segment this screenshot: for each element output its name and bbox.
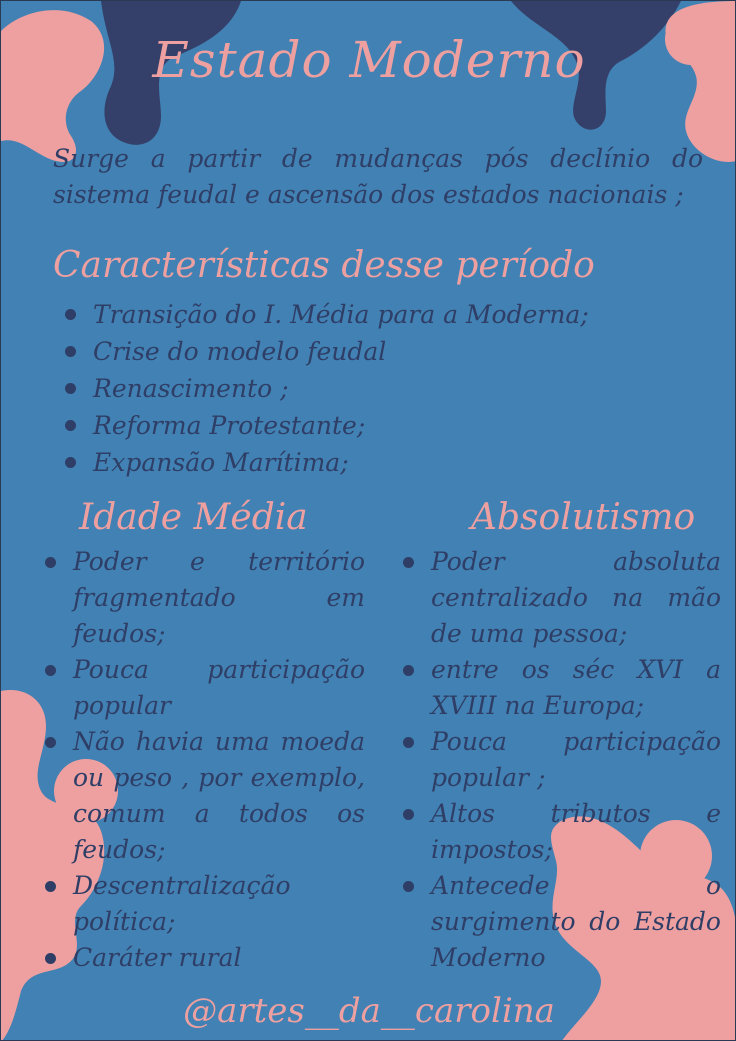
- list-item: Expansão Marítima;: [93, 444, 589, 481]
- idade-media-list: [73, 544, 365, 976]
- bullet-icon: [403, 809, 414, 820]
- list-item: Crise do modelo feudal: [93, 333, 589, 370]
- list-item: entre os séc XVI a XVIII na Europa;: [431, 652, 721, 724]
- list-item: Renascimento ;: [93, 370, 589, 407]
- bullet-icon: [45, 881, 56, 892]
- author-handle: @artes__da__carolina: [183, 991, 555, 1031]
- list-item: Poder absoluta centralizado na mão de uma pessoa;: [431, 544, 721, 652]
- bullet-icon: [45, 557, 56, 568]
- list-item: Não havia uma moeda ou peso , por exemplo, comum a todos os feudos;: [73, 724, 365, 868]
- list-item: Pouca participação popular: [73, 652, 365, 724]
- bullet-icon: [45, 665, 56, 676]
- list-item: Descentralização política;: [73, 868, 365, 940]
- characteristics-heading: Características desse período: [53, 245, 595, 286]
- list-item: Caráter rural: [73, 940, 365, 976]
- bullet-icon: [65, 346, 76, 357]
- bullet-icon: [403, 665, 414, 676]
- absolutismo-heading: Absolutismo: [471, 497, 696, 538]
- list-item: Transição do I. Média para a Moderna;: [93, 296, 589, 333]
- list-item: Poder e território fragmentado em feudos;: [73, 544, 365, 652]
- bullet-icon: [65, 383, 76, 394]
- bullet-icon: [45, 953, 56, 964]
- list-item: Pouca participação popular ;: [431, 724, 721, 796]
- list-item: Reforma Protestante;: [93, 407, 589, 444]
- list-item: Antecede o surgimento do Estado Moderno: [431, 868, 721, 976]
- absolutismo-list: [431, 544, 721, 976]
- bullet-icon: [403, 881, 414, 892]
- bullet-icon: [65, 457, 76, 468]
- bullet-icon: [65, 309, 76, 320]
- bullet-icon: [403, 557, 414, 568]
- characteristics-list: [93, 296, 589, 481]
- bullet-icon: [403, 737, 414, 748]
- bullet-icon: [65, 420, 76, 431]
- intro-text: Surge a partir de mudanças pós declínio do sistema feudal e ascensão dos estados nacionais ;: [53, 144, 703, 209]
- idade-media-heading: Idade Média: [79, 497, 308, 538]
- list-item: Altos tributos e impostos;: [431, 796, 721, 868]
- page-title: Estado Moderno: [152, 31, 586, 89]
- bullet-icon: [45, 737, 56, 748]
